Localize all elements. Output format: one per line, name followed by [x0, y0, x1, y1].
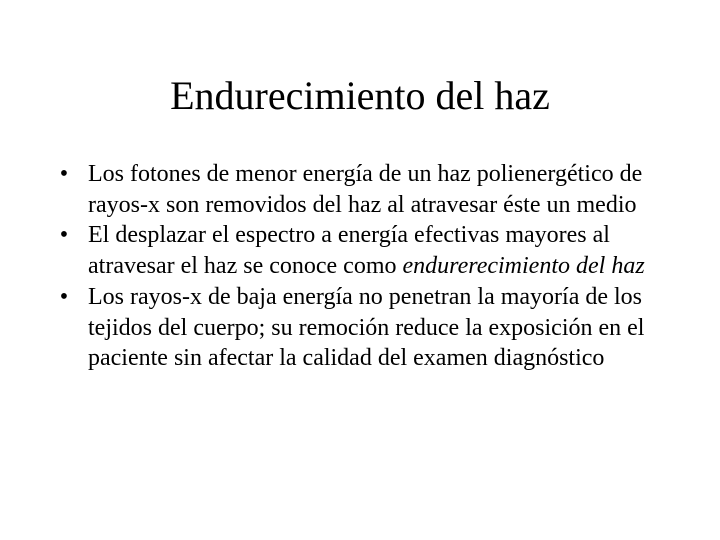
bullet-item: [54, 282, 674, 374]
bullet-item: [54, 159, 674, 220]
bullet-text: Los rayos-x de baja energía no penetran la mayoría de los tejidos del cuerpo; su remoción reduce la exposición en el paciente sin afectar la calidad del examen diagnóstico: [88, 283, 645, 372]
slide-title: Endurecimiento del haz: [170, 73, 550, 118]
bullet-text: El desplazar el espectro a energía efectivas mayores al atravesar el haz se conoce como: [88, 222, 610, 280]
bullet-marker: •: [59, 222, 69, 249]
bullet-marker: •: [59, 161, 69, 187]
bullet-emphasis: endurerecimiento del haz: [402, 253, 645, 280]
bullet-text: Los fotones de menor energía de un haz polienergético de rayos-x son removidos del haz al atravesar éste un medio: [88, 161, 643, 218]
bullet-marker: •: [59, 283, 69, 310]
bullet-list: [54, 159, 674, 374]
bullet-item: [54, 220, 674, 281]
